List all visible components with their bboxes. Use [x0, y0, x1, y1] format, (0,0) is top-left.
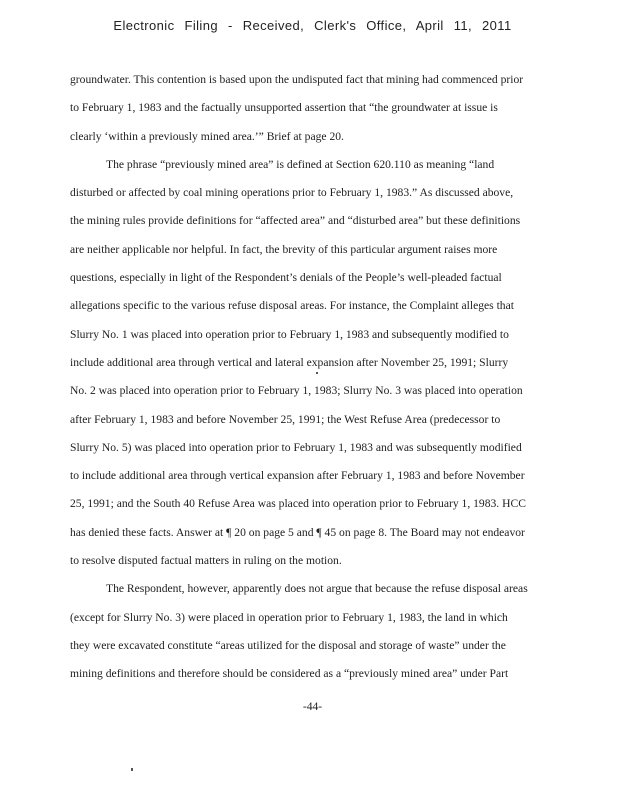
body-line: to February 1, 1983 and the factually unsupported assertion that “the groundwater at issue is	[70, 101, 498, 115]
body-line: allegations specific to the various refuse disposal areas. For instance, the Complaint alleges that	[70, 299, 514, 313]
document-body	[70, 66, 548, 689]
body-line: Slurry No. 1 was placed into operation prior to February 1, 1983 and subsequently modified to	[70, 327, 509, 341]
body-line: they were excavated constitute “areas utilized for the disposal and storage of waste” under the	[70, 638, 506, 652]
page-number: -44-	[302, 700, 323, 713]
body-line: has denied these facts. Answer at ¶ 20 on page 5 and ¶ 45 on page 8. The Board may not endeavor	[70, 525, 525, 539]
body-line: (except for Slurry No. 3) were placed in operation prior to February 1, 1983, the land in which	[70, 610, 508, 624]
paragraph-start-line: The Respondent, however, apparently does not argue that because the refuse disposal areas	[106, 582, 528, 596]
body-line: are neither applicable nor helpful. In fact, the brevity of this particular argument raises more	[70, 242, 498, 256]
body-line: No. 2 was placed into operation prior to February 1, 1983; Slurry No. 3 was placed into operation	[70, 384, 523, 398]
body-line: to include additional area through vertical expansion after February 1, 1983 and before November	[70, 469, 525, 483]
body-line: the mining rules provide definitions for “affected area” and “disturbed area” but these definitions	[70, 214, 521, 228]
body-line: mining definitions and therefore should be considered as a “previously mined area” under Part	[70, 667, 509, 681]
scan-speck	[316, 372, 318, 374]
body-line: include additional area through vertical and lateral expansion after November 25, 1991; Slurry	[70, 355, 509, 369]
filing-stamp-header: Electronic Filing - Received, Clerk's Office, April 11, 2011	[113, 18, 512, 33]
body-line: clearly ‘within a previously mined area.’” Brief at page 20.	[70, 129, 344, 143]
body-line: Slurry No. 5) was placed into operation prior to February 1, 1983 and was subsequently modified	[70, 440, 522, 454]
body-line: to resolve disputed factual matters in ruling on the motion.	[70, 554, 342, 568]
scan-speck	[131, 768, 133, 771]
body-line: groundwater. This contention is based upon the undisputed fact that mining had commenced prior	[70, 73, 524, 86]
body-line: 25, 1991; and the South 40 Refuse Area was placed into operation prior to February 1, 1983. HCC	[70, 497, 526, 511]
body-line: after February 1, 1983 and before November 25, 1991; the West Refuse Area (predecessor to	[70, 412, 501, 426]
body-line: questions, especially in light of the Respondent’s denials of the People’s well-pleaded factual	[70, 271, 502, 285]
body-line: disturbed or affected by coal mining operations prior to February 1, 1983.” As discussed above,	[70, 186, 514, 200]
paragraph-start-line: The phrase “previously mined area” is defined at Section 620.110 as meaning “land	[106, 157, 495, 171]
